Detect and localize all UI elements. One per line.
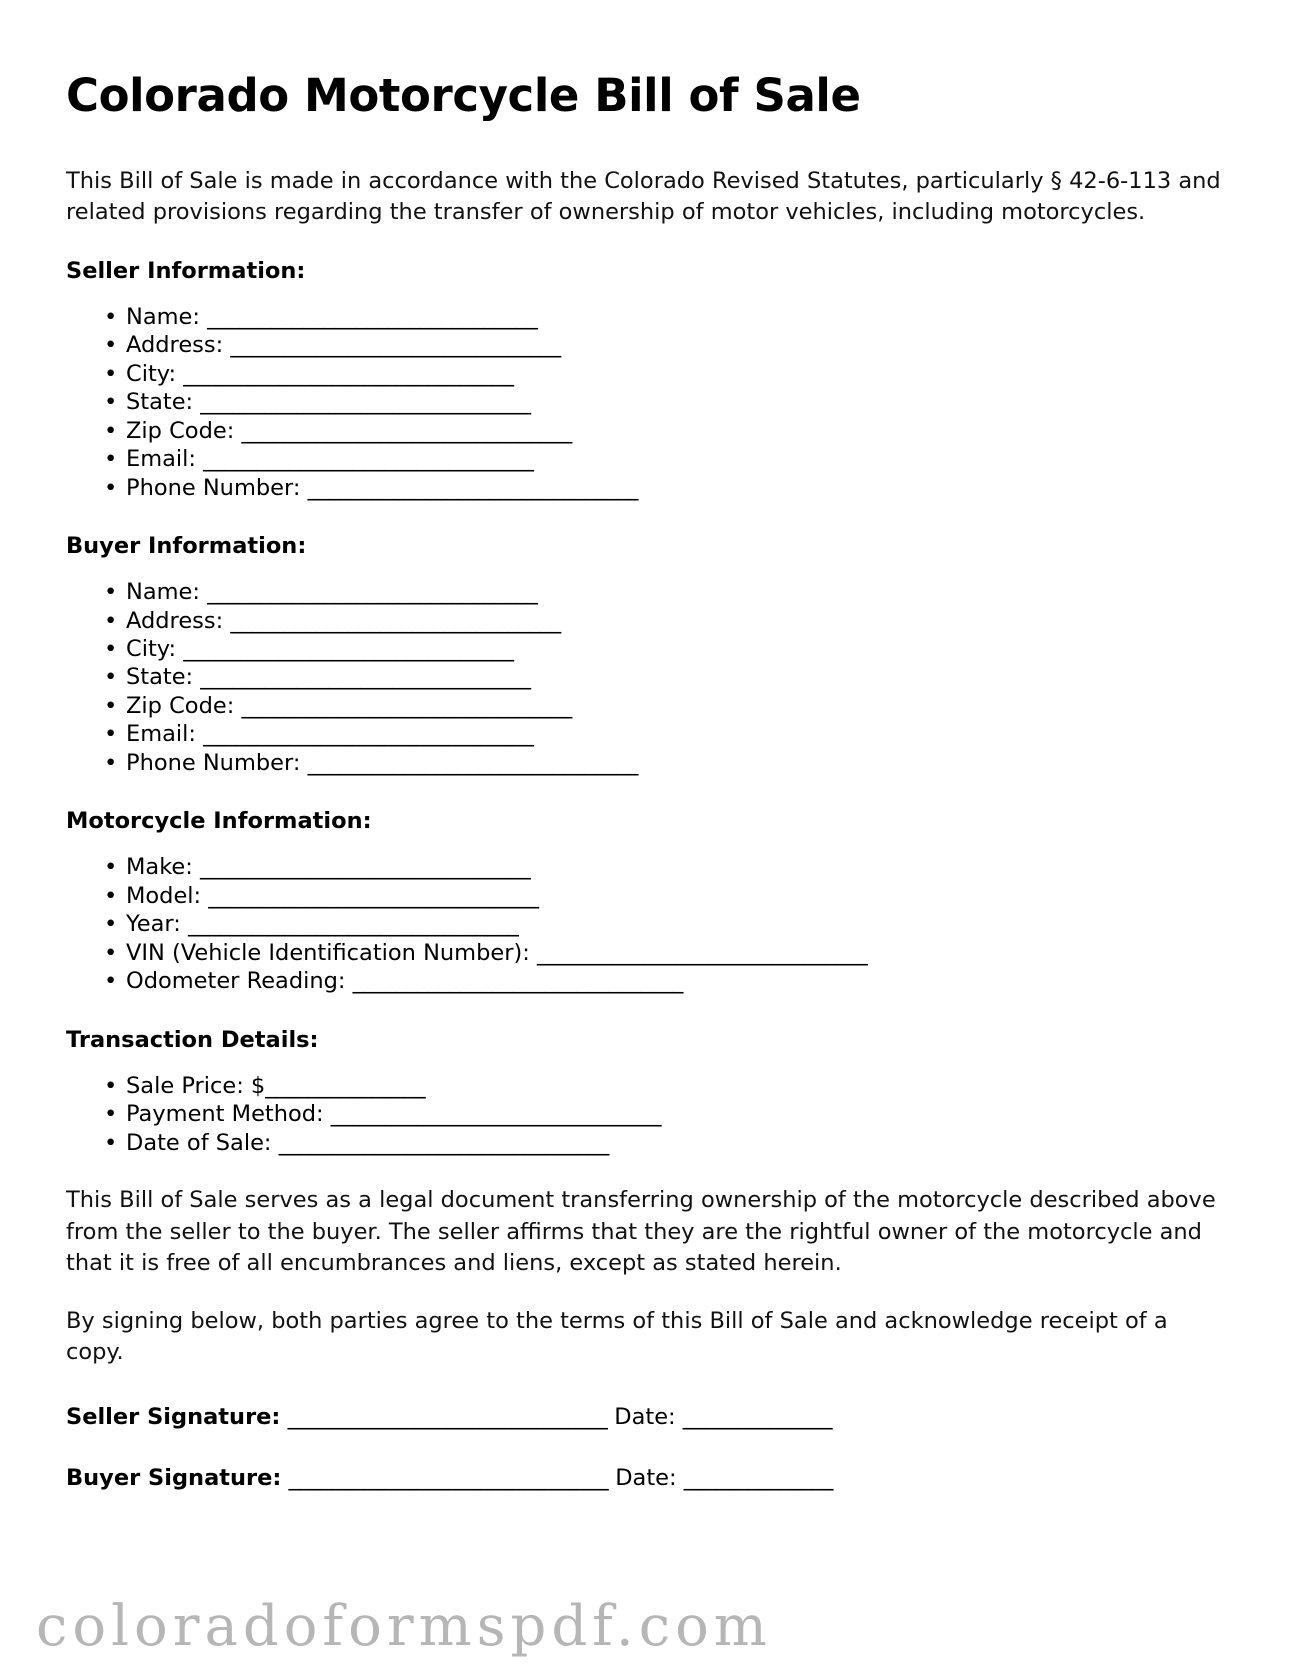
bullet-icon: • [104,417,118,444]
field-blank[interactable]: _______________________________ [200,854,531,881]
field-label: Year: [126,911,181,938]
field-blank[interactable]: _______________________________ [200,389,531,416]
transaction-field-list [66,1072,1227,1157]
spacer [66,1432,1227,1464]
motorcycle-information-heading: Motorcycle Information: [66,808,372,835]
field-label: Date of Sale: [126,1129,272,1156]
bullet-icon: • [104,721,118,748]
list-item [104,360,1227,388]
list-item [104,939,1227,967]
bullet-icon: • [104,389,118,416]
field-blank[interactable]: _______________________________ [183,636,514,663]
list-item [104,1129,1227,1157]
list-item [104,388,1227,416]
page-title: Colorado Motorcycle Bill of Sale [66,69,861,122]
field-blank[interactable]: _______________________________ [307,749,638,776]
field-blank[interactable]: _______________________________ [278,1129,609,1156]
field-blank[interactable]: _______________________________ [207,303,538,330]
field-label: Email: [126,446,197,473]
spacer [66,996,1227,1026]
list-item [104,882,1227,910]
seller-date-label: Date: [614,1403,676,1430]
list-item [104,303,1227,331]
closing-paragraph-2: By signing below, both parties agree to the terms of this Bill of Sale and acknowledge receipt of a copy. [66,1307,1168,1366]
bullet-icon: • [104,636,118,663]
buyer-field-list [66,578,1227,777]
seller-information-heading: Seller Information: [66,257,306,284]
buyer-signature-row [66,1464,1227,1493]
bullet-icon: • [104,854,118,881]
spacer [66,1369,1227,1403]
list-item [104,720,1227,748]
field-label: City: [126,636,177,663]
bullet-icon: • [104,446,118,473]
list-item [104,607,1227,635]
field-blank[interactable]: _______________________________ [207,579,538,606]
field-blank[interactable]: _______________________________ [200,664,531,691]
list-item [104,445,1227,473]
bullet-icon: • [104,303,118,330]
bullet-icon: • [104,360,118,387]
bullet-icon: • [104,911,118,938]
bullet-icon: • [104,939,118,966]
bullet-icon: • [104,332,118,359]
list-item [104,853,1227,881]
field-blank[interactable]: _______________________________ [203,721,534,748]
list-item [104,417,1227,445]
field-blank[interactable]: _______________________________ [536,939,868,966]
field-label: Address: [126,332,224,359]
list-item [104,331,1227,359]
seller-field-list [66,303,1227,502]
list-item [104,1072,1227,1100]
field-label: Email: [126,721,197,748]
motorcycle-field-list [66,853,1227,995]
field-label: Make: [126,854,193,881]
field-label: Sale Price: $ [126,1072,266,1099]
list-item [104,692,1227,720]
field-blank[interactable]: _______________________________ [330,1101,661,1128]
bullet-icon: • [104,968,118,995]
spacer [66,285,1227,303]
bullet-icon: • [104,1072,118,1099]
transaction-details-heading: Transaction Details: [66,1026,319,1053]
bullet-icon: • [104,579,118,606]
field-label: Zip Code: [126,692,235,719]
seller-signature-blank[interactable]: ______________________________ [287,1403,608,1430]
field-blank[interactable]: _______________________________ [203,446,534,473]
field-label: State: [126,389,194,416]
field-blank[interactable]: _______________________________ [208,882,539,909]
spacer [66,120,1227,166]
bullet-icon: • [104,1101,118,1128]
field-blank[interactable]: _______________________________ [183,360,514,387]
field-blank[interactable]: _______________________________ [352,968,683,995]
bullet-icon: • [104,1129,118,1156]
spacer [66,560,1227,578]
spacer [66,229,1227,257]
field-label: Model: [126,882,202,909]
field-label: Phone Number: [126,749,301,776]
list-item [104,967,1227,995]
bullet-icon: • [104,882,118,909]
spacer [66,1054,1227,1072]
seller-signature-label: Seller Signature: [66,1403,281,1430]
field-label: City: [126,360,177,387]
field-label: Zip Code: [126,417,235,444]
seller-date-blank[interactable]: ______________ [682,1403,832,1430]
bullet-icon: • [104,664,118,691]
field-label: Phone Number: [126,474,301,501]
field-label: Odometer Reading: [126,968,346,995]
bullet-icon: • [104,749,118,776]
field-blank[interactable]: _______________ [265,1072,426,1099]
list-item [104,910,1227,938]
list-item [104,635,1227,663]
field-blank[interactable]: _______________________________ [241,692,572,719]
spacer [66,502,1227,532]
spacer [66,835,1227,853]
field-blank[interactable]: _______________________________ [187,911,519,938]
field-label: VIN (Vehicle Identification Number): [126,939,530,966]
watermark: coloradoformspdf.com [36,1594,772,1659]
list-item [104,663,1227,691]
bullet-icon: • [104,474,118,501]
list-item [104,474,1227,502]
field-label: Name: [126,303,200,330]
buyer-date-blank[interactable]: ______________ [683,1464,833,1491]
field-label: Address: [126,607,224,634]
spacer [66,1157,1227,1185]
field-label: Payment Method: [126,1101,324,1128]
field-blank[interactable]: _______________________________ [307,474,638,501]
list-item [104,749,1227,777]
field-label: Name: [126,579,200,606]
closing-paragraph-1: This Bill of Sale serves as a legal document transferring ownership of the motorcycle described above from the seller to the buyer. The seller affirms that they are the rightful owner of the motorcycle and that it is free of all encumbrances and liens, except as stated herein. [66,1187,1216,1277]
intro-paragraph: This Bill of Sale is made in accordance with the Colorado Revised Statutes, particularly § 42-6-113 and related provisions regarding the transfer of ownership of motor vehicles, including motorcycles. [66,167,1221,226]
field-blank[interactable]: _______________________________ [241,417,572,444]
list-item [104,1100,1227,1128]
field-label: State: [126,664,194,691]
buyer-signature-label: Buyer Signature: [66,1464,282,1491]
seller-signature-row [66,1403,1227,1432]
buyer-date-label: Date: [615,1464,677,1491]
buyer-signature-blank[interactable]: ______________________________ [288,1464,609,1491]
field-blank[interactable]: _______________________________ [230,332,561,359]
buyer-information-heading: Buyer Information: [66,532,307,559]
bullet-icon: • [104,692,118,719]
field-blank[interactable]: _______________________________ [230,607,561,634]
spacer [66,1280,1227,1306]
spacer [66,777,1227,807]
bullet-icon: • [104,607,118,634]
list-item [104,578,1227,606]
